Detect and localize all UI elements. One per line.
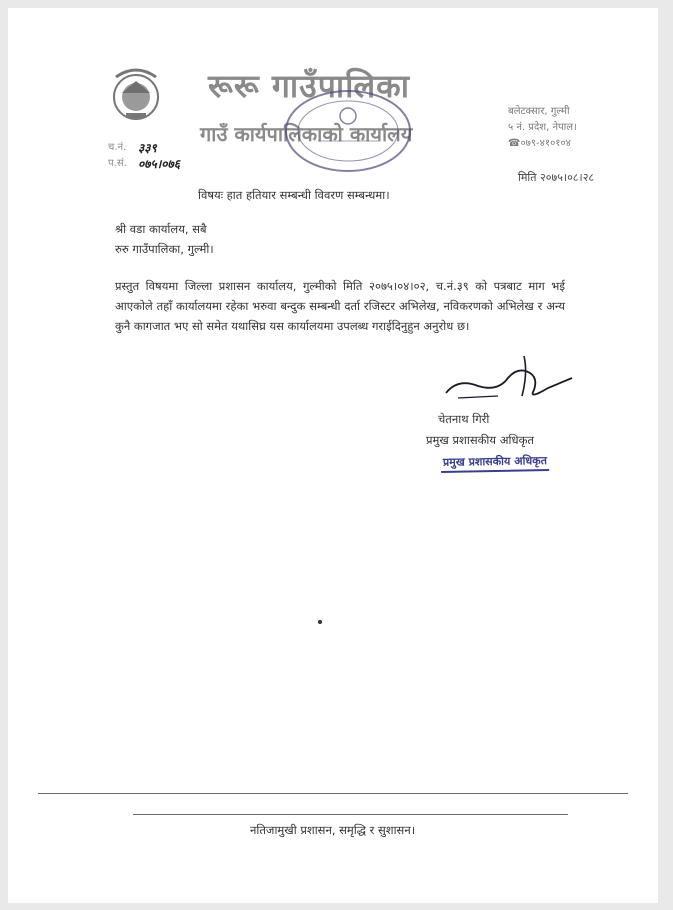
- address-line: ५ नं. प्रदेश, नेपाल।: [508, 122, 577, 133]
- cha-value: ३३९: [138, 141, 157, 155]
- handwritten-signature: [438, 348, 578, 412]
- addressee-line: रुरु गाउँपालिका, गुल्मी।: [115, 242, 214, 256]
- phone-line: ☎०७९-४१०१०४: [508, 138, 571, 149]
- letter-page: [8, 8, 658, 903]
- designation-stamp: प्रमुख प्रशासकीय अधिकृत: [441, 453, 549, 473]
- letter-body: प्रस्तुत विषयमा जिल्ला प्रशासन कार्यालय, गुल्मीको मिति २०७५।०४।०२, च.नं.३९ को पत्रबाट माग भई आएकोले तहाँ कार्यालयमा रहेका भरुवा बन्दुक सम्बन्धी दर्ता रजिस्टर अभिलेख, नविकरणको अभिलेख र अन्य कुनै कागजात भए सो समेत यथासिघ्र यस कार्यालयमा उपलब्ध गराईदिनुहुन अनुरोध छ।: [115, 279, 565, 333]
- address-line: बलेटक्सार, गुल्मी: [508, 106, 570, 117]
- letter-date: मिति २०७५।०८।२८: [518, 171, 595, 184]
- letterhead-subtitle: गाउँ कार्यपालिकाको कार्यालय: [200, 122, 413, 146]
- footer-divider: [38, 793, 628, 794]
- letter-subject: विषयः हात हतियार सम्बन्धी विवरण सम्बन्धमा।: [198, 188, 390, 202]
- footer-divider: [133, 814, 568, 815]
- ink-speck: [318, 620, 322, 624]
- pa-value: ०७५।०७६: [138, 157, 180, 171]
- nepal-emblem-icon: [104, 63, 168, 131]
- signatory-name: चेतनाथ गिरी: [438, 412, 490, 426]
- signatory-title: प्रमुख प्रशासकीय अधिकृत: [426, 433, 534, 447]
- addressee-line: श्री वडा कार्यालय, सबै: [115, 222, 207, 236]
- office-seal-stamp: [278, 86, 418, 180]
- cha-label: च.नं.: [108, 142, 127, 153]
- pa-label: प.सं.: [108, 158, 127, 169]
- letterhead-title: रूरू गाउँपालिका: [208, 67, 411, 105]
- footer-slogan: नतिजामुखी प्रशासन, समृद्धि र सुशासन।: [250, 823, 416, 837]
- office-address: [508, 104, 577, 152]
- addressee-block: [115, 219, 214, 259]
- reference-numbers: [108, 140, 180, 172]
